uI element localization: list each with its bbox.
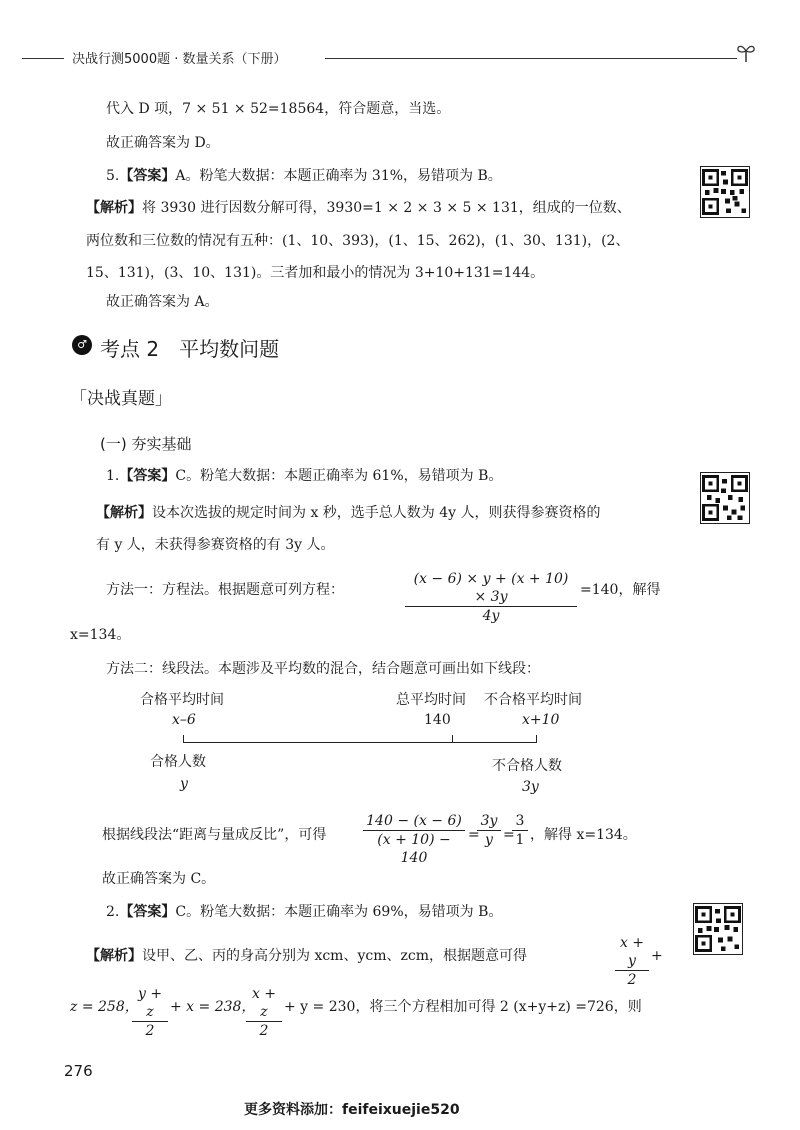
plus-sign: + <box>651 948 663 964</box>
method-1-suffix: =140，解得 <box>580 582 661 598</box>
footer-note: 更多资料添加：feifeixuejie520 <box>244 1102 460 1118</box>
equals-sign: = <box>503 827 515 843</box>
explanation-label: 【解析】 <box>86 948 142 964</box>
ratio-text: 根据线段法“距离与量成反比”，可得 <box>102 827 327 843</box>
answer-label: 【答案】 <box>119 468 176 484</box>
question-2-answer <box>106 902 502 922</box>
header-rule-right <box>325 58 737 59</box>
label-fail-count-value: 3y <box>522 779 539 795</box>
q2-equation-3: + y = 230，将三个方程相加可得 2 (x+y+z) =726，则 <box>284 999 642 1015</box>
question-5-answer <box>106 166 502 186</box>
label-pass-count: 合格人数 <box>150 754 206 770</box>
fraction-numerator: (x − 6) × y + (x + 10) × 3y <box>405 570 577 607</box>
fraction-denominator: 2 <box>259 1023 269 1039</box>
question-number: 2. <box>106 904 120 920</box>
explanation-label: 【解析】 <box>96 505 152 521</box>
fraction-numerator: 3y <box>477 812 501 831</box>
answer-text: A。粉笔大数据：本题正确率为 31%，易错项为 B。 <box>175 168 502 184</box>
qr-code-icon[interactable] <box>700 166 750 218</box>
segment-tick-total <box>452 735 453 743</box>
text-line: 故正确答案为 C。 <box>102 871 216 887</box>
answer-label: 【答案】 <box>119 904 176 920</box>
text-line: 有 y 人，未获得参赛资格的有 3y 人。 <box>96 537 335 553</box>
segment-line <box>183 742 537 743</box>
text-line: 故正确答案为 A。 <box>106 294 219 310</box>
text-line: 两位数和三位数的情况有五种：(1、10、393)，(1、15、262)，(1、30、131)，(2、 <box>86 233 630 249</box>
explanation-text: 设甲、乙、丙的身高分别为 xcm、ycm、zcm，根据题意可得 <box>142 948 527 964</box>
method-1-fraction <box>405 570 577 625</box>
question-1-explanation <box>96 503 601 523</box>
page-number: 276 <box>64 1062 93 1080</box>
qr-code-icon[interactable] <box>700 472 750 524</box>
subsection-title: 「决战真题」 <box>70 389 172 409</box>
answer-label: 【答案】 <box>119 168 176 184</box>
sprout-icon <box>734 40 758 64</box>
label-total-time: 总平均时间 <box>396 692 466 708</box>
qr-code-icon[interactable] <box>693 903 743 955</box>
q2-fraction-1 <box>615 934 649 989</box>
fraction-denominator: y <box>485 832 493 848</box>
label-fail-time-value: x+10 <box>522 712 560 728</box>
header-title: 决战行测5000题 · 数量关系（下册） <box>72 52 287 67</box>
label-pass-time-value: x–6 <box>172 712 196 728</box>
question-1-answer <box>106 466 502 486</box>
equals-sign: = <box>468 827 480 843</box>
gender-symbol-icon: ♂ <box>72 335 92 355</box>
text-line: 代入 D 项，7 × 51 × 52=18564，符合题意，当选。 <box>106 101 451 117</box>
fraction-denominator: (x + 10) − 140 <box>377 832 451 866</box>
header-rule-left <box>22 58 64 59</box>
text-line: 15、131)，(3、10、131)。三者加和最小的情况为 3+10+131=144。 <box>86 265 545 281</box>
explanation-text: 将 3930 进行因数分解可得，3930=1 × 2 × 3 × 5 × 131，组成的一位数、 <box>142 200 631 216</box>
label-total-time-value: 140 <box>424 712 451 728</box>
method-2-text: 方法二：线段法。本题涉及平均数的混合，结合题意可画出如下线段： <box>106 661 540 677</box>
fraction-denominator: 2 <box>627 972 637 988</box>
segment-tick-fail <box>536 735 537 743</box>
question-number: 1. <box>106 468 120 484</box>
answer-text: C。粉笔大数据：本题正确率为 61%，易错项为 B。 <box>175 468 503 484</box>
fraction-denominator: 4y <box>482 608 500 624</box>
q2-equation-1: z = 258， <box>70 999 139 1015</box>
label-fail-count: 不合格人数 <box>492 758 562 774</box>
label-pass-count-value: y <box>180 776 188 792</box>
method-1-text: 方法一：方程法。根据题意可列方程： <box>106 582 344 598</box>
question-2-explanation <box>86 946 527 966</box>
label-pass-time: 合格平均时间 <box>140 692 224 708</box>
q2-equation-2: + x = 238， <box>170 999 256 1015</box>
q2-fraction-2 <box>132 985 168 1040</box>
ratio-fraction-3 <box>512 812 528 849</box>
fraction-numerator: y + z <box>132 985 168 1022</box>
ratio-suffix: ，解得 x=134。 <box>530 827 637 843</box>
page-bottom-edge <box>0 1121 800 1130</box>
fraction-numerator: x + y <box>615 934 649 971</box>
q2-fraction-3 <box>246 985 282 1040</box>
fraction-numerator: 140 − (x − 6) <box>363 812 465 831</box>
question-5-explanation <box>86 198 631 218</box>
section-title: 考点 2 平均数问题 <box>100 337 280 361</box>
text-line: 故正确答案为 D。 <box>106 135 220 151</box>
explanation-text: 设本次选拔的规定时间为 x 秒，选手总人数为 4y 人，则获得参赛资格的 <box>152 505 601 521</box>
answer-text: C。粉笔大数据：本题正确率为 69%，易错项为 B。 <box>175 904 503 920</box>
ratio-fraction-1 <box>363 812 465 867</box>
method-1-result: x=134。 <box>70 627 131 643</box>
fraction-numerator: x + z <box>246 985 282 1022</box>
question-number: 5. <box>106 168 120 184</box>
fraction-numerator: 3 <box>512 812 528 831</box>
explanation-label: 【解析】 <box>86 200 142 216</box>
fraction-denominator: 1 <box>515 832 525 848</box>
fraction-denominator: 2 <box>145 1023 155 1039</box>
part-title: (一) 夯实基础 <box>100 435 192 453</box>
ratio-fraction-2 <box>477 812 501 849</box>
label-fail-time: 不合格平均时间 <box>484 692 582 708</box>
segment-tick-pass <box>183 735 184 743</box>
